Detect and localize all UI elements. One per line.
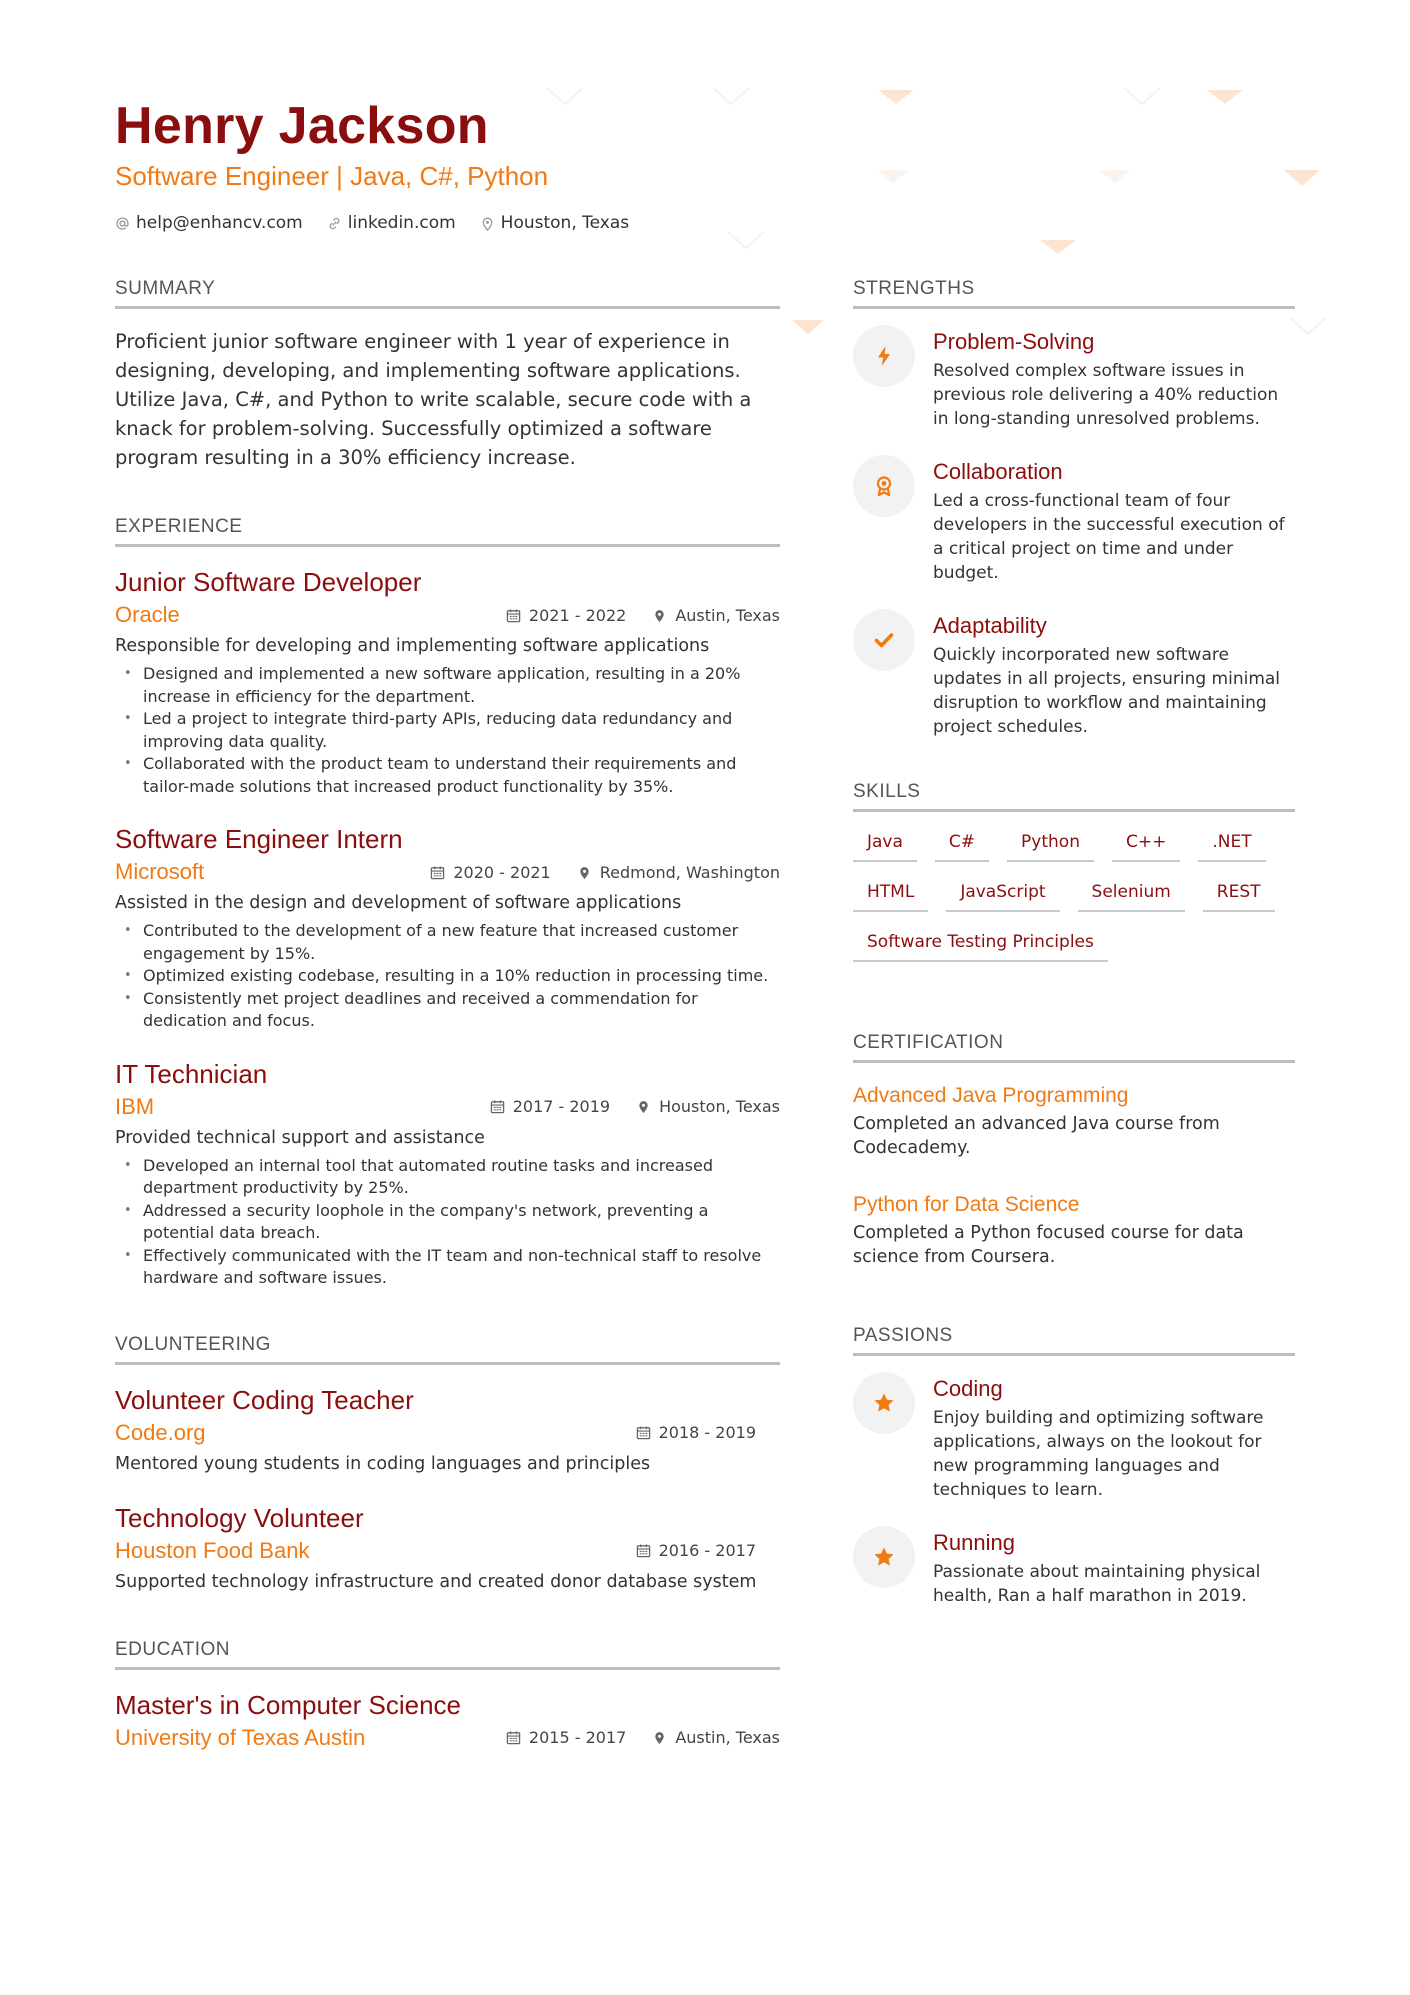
experience-item — [115, 565, 780, 798]
job-dates — [490, 1097, 610, 1116]
volunteer-title: Volunteer Coding Teacher — [115, 1384, 414, 1415]
certification-text: Completed a Python focused course for data science from Coursera. — [853, 1223, 1244, 1267]
map-pin-icon — [480, 216, 495, 231]
dates-text: 2016 - 2017 — [658, 1541, 756, 1560]
bullet-item: • Optimized existing codebase, resulting in a 10% reduction in processing time. — [115, 965, 780, 988]
email-text: help@enhancv.com — [136, 213, 303, 233]
location-text: Houston, Texas — [500, 213, 630, 233]
volunteer-org: Code.org — [115, 1419, 206, 1445]
skill-tag: C# — [935, 830, 989, 862]
dates-text: 2020 - 2021 — [453, 862, 551, 882]
left-column — [115, 278, 780, 1777]
contact-linkedin[interactable] — [327, 213, 456, 233]
volunteer-dates — [636, 1541, 756, 1560]
certification-heading: CERTIFICATION — [853, 1032, 1295, 1063]
right-column — [853, 278, 1295, 1634]
company-name: IBM — [115, 1093, 155, 1119]
bullet-item: • Contributed to the development of a new feature that increased customer engagement by 15%. — [115, 920, 780, 965]
strengths-heading: STRENGTHS — [853, 278, 1295, 309]
volunteer-dates — [636, 1423, 756, 1442]
job-title: Junior Software Developer — [115, 567, 422, 597]
award-icon — [872, 474, 896, 498]
volunteering-item — [115, 1501, 780, 1595]
skill-tag: JavaScript — [946, 880, 1059, 912]
star-icon — [872, 1545, 896, 1569]
map-pin-icon — [636, 1099, 651, 1114]
passions-heading: PASSIONS — [853, 1325, 1295, 1356]
volunteer-description: Mentored young students in coding languages and principles — [115, 1453, 651, 1474]
bullet-item: • Designed and implemented a new software application, resulting in a 20% increase in efficiency for the department. — [115, 663, 780, 708]
passion-item — [853, 1528, 1295, 1608]
passion-title: Running — [933, 1530, 1015, 1555]
calendar-icon — [490, 1099, 505, 1114]
skills-list — [853, 830, 1295, 962]
at-sign-icon — [115, 216, 130, 231]
calendar-icon — [636, 1543, 651, 1558]
school-name: University of Texas Austin — [115, 1724, 366, 1750]
education-item — [115, 1688, 780, 1753]
star-icon — [872, 1391, 896, 1415]
strength-icon-circle — [853, 325, 915, 387]
skill-tag: Java — [853, 830, 917, 862]
company-name: Microsoft — [115, 859, 205, 884]
skill-tag: C++ — [1112, 830, 1180, 862]
volunteering-heading: VOLUNTEERING — [115, 1334, 780, 1365]
experience-item — [115, 822, 780, 1033]
job-location — [577, 863, 780, 882]
job-bullets — [115, 663, 780, 798]
job-description: Provided technical support and assistance — [115, 1127, 485, 1148]
passion-icon-circle — [853, 1372, 915, 1434]
job-location — [636, 1097, 780, 1116]
skill-tag: REST — [1203, 880, 1275, 912]
strength-text: Quickly incorporated new software updates in all projects, ensuring minimal disruption to workflow and maintaining project schedules. — [933, 645, 1281, 737]
lightning-icon — [872, 344, 896, 368]
certification-item — [853, 1190, 1295, 1269]
location-text: Austin, Texas — [675, 605, 780, 625]
certification-item — [853, 1081, 1295, 1160]
calendar-icon — [506, 1730, 521, 1745]
bullet-item: • Addressed a security loophole in the company's network, preventing a potential data breach. — [115, 1200, 780, 1245]
bullet-item: • Effectively communicated with the IT team and non-technical staff to resolve hardware and software issues. — [115, 1245, 780, 1290]
experience-heading: EXPERIENCE — [115, 516, 780, 547]
strength-title: Adaptability — [933, 613, 1047, 638]
location-text: Austin, Texas — [675, 1728, 780, 1747]
strength-title: Problem-Solving — [933, 329, 1095, 354]
volunteer-title: Technology Volunteer — [115, 1502, 364, 1533]
strength-icon-circle — [853, 609, 915, 671]
resume-header — [115, 95, 1015, 233]
map-pin-icon — [577, 865, 592, 880]
dates-text: 2017 - 2019 — [512, 1097, 611, 1116]
job-title: Software Engineer Intern — [115, 824, 403, 854]
passion-title: Coding — [933, 1376, 1003, 1401]
strength-icon-circle — [853, 455, 915, 517]
candidate-name: Henry Jackson — [115, 97, 489, 155]
check-icon — [872, 628, 896, 652]
job-title: IT Technician — [115, 1058, 268, 1089]
skill-tag: Python — [1007, 830, 1094, 862]
passion-icon-circle — [853, 1526, 915, 1588]
dates-text: 2021 - 2022 — [528, 605, 627, 625]
bullet-item: • Developed an internal tool that automated routine tasks and increased department productivity by 25%. — [115, 1155, 780, 1200]
bullet-item: • Consistently met project deadlines and received a commendation for dedication and focus. — [115, 988, 780, 1033]
volunteer-org: Houston Food Bank — [115, 1537, 310, 1563]
summary-heading: SUMMARY — [115, 278, 780, 309]
experience-item — [115, 1057, 780, 1290]
education-dates — [506, 1728, 626, 1747]
calendar-icon — [430, 865, 445, 880]
company-name: Oracle — [115, 602, 180, 627]
calendar-icon — [506, 608, 521, 623]
contact-info — [115, 213, 1015, 233]
skill-tag: .NET — [1198, 830, 1265, 862]
passion-text: Passionate about maintaining physical health, Ran a half marathon in 2019. — [933, 1562, 1261, 1606]
job-bullets — [115, 1155, 780, 1290]
location-text: Redmond, Washington — [599, 862, 780, 882]
linkedin-text: linkedin.com — [347, 213, 456, 233]
bullet-item: • Led a project to integrate third-party APIs, reducing data redundancy and improving data quality. — [115, 708, 780, 753]
degree-title: Master's in Computer Science — [115, 1689, 461, 1720]
contact-location — [480, 213, 629, 233]
passion-text: Enjoy building and optimizing software applications, always on the lookout for new programming languages and techniques to learn. — [933, 1408, 1264, 1500]
certification-title: Python for Data Science — [853, 1193, 1080, 1216]
skill-tag: HTML — [853, 880, 928, 912]
job-bullets — [115, 920, 780, 1033]
map-pin-icon — [652, 608, 667, 623]
job-dates — [506, 606, 626, 625]
job-dates — [430, 863, 550, 882]
job-description: Responsible for developing and implementing software applications — [115, 636, 710, 656]
certification-title: Advanced Java Programming — [853, 1084, 1129, 1107]
dates-text: 2018 - 2019 — [658, 1423, 756, 1442]
bullet-item: • Collaborated with the product team to understand their requirements and tailor-made solutions that increased product functionality by 35%. — [115, 753, 780, 798]
strength-item — [853, 611, 1295, 739]
strength-item — [853, 457, 1295, 585]
job-description: Assisted in the design and development of software applications — [115, 893, 682, 913]
passion-item — [853, 1374, 1295, 1502]
volunteering-item — [115, 1383, 780, 1477]
skills-heading: SKILLS — [853, 781, 1295, 812]
candidate-role: Software Engineer | Java, C#, Python — [115, 161, 549, 191]
strength-text: Resolved complex software issues in previous role delivering a 40% reduction in long-standing unresolved problems. — [933, 361, 1279, 429]
dates-text: 2015 - 2017 — [528, 1728, 627, 1747]
skill-tag: Selenium — [1078, 880, 1185, 912]
summary-text: Proficient junior software engineer with 1 year of experience in designing, developing, and implementing software applications. Utilize Java, C#, and Python to write scalable, secure code with a knack for problem-solving. Successfully optimized a software program resulting in a 30% efficiency increase. — [115, 330, 752, 469]
strength-title: Collaboration — [933, 459, 1063, 484]
contact-email[interactable] — [115, 213, 303, 233]
volunteer-description: Supported technology infrastructure and created donor database system — [115, 1571, 757, 1592]
link-icon — [327, 216, 342, 231]
education-location — [652, 1728, 780, 1747]
strength-text: Led a cross-functional team of four developers in the successful execution of a critical project on time and under budget. — [933, 491, 1285, 583]
skill-tag: Software Testing Principles — [853, 930, 1108, 962]
location-text: Houston, Texas — [659, 1097, 780, 1116]
job-location — [652, 606, 780, 625]
education-heading: EDUCATION — [115, 1639, 780, 1670]
strength-item — [853, 327, 1295, 431]
certification-text: Completed an advanced Java course from Codecademy. — [853, 1114, 1220, 1158]
calendar-icon — [636, 1425, 651, 1440]
map-pin-icon — [652, 1730, 667, 1745]
